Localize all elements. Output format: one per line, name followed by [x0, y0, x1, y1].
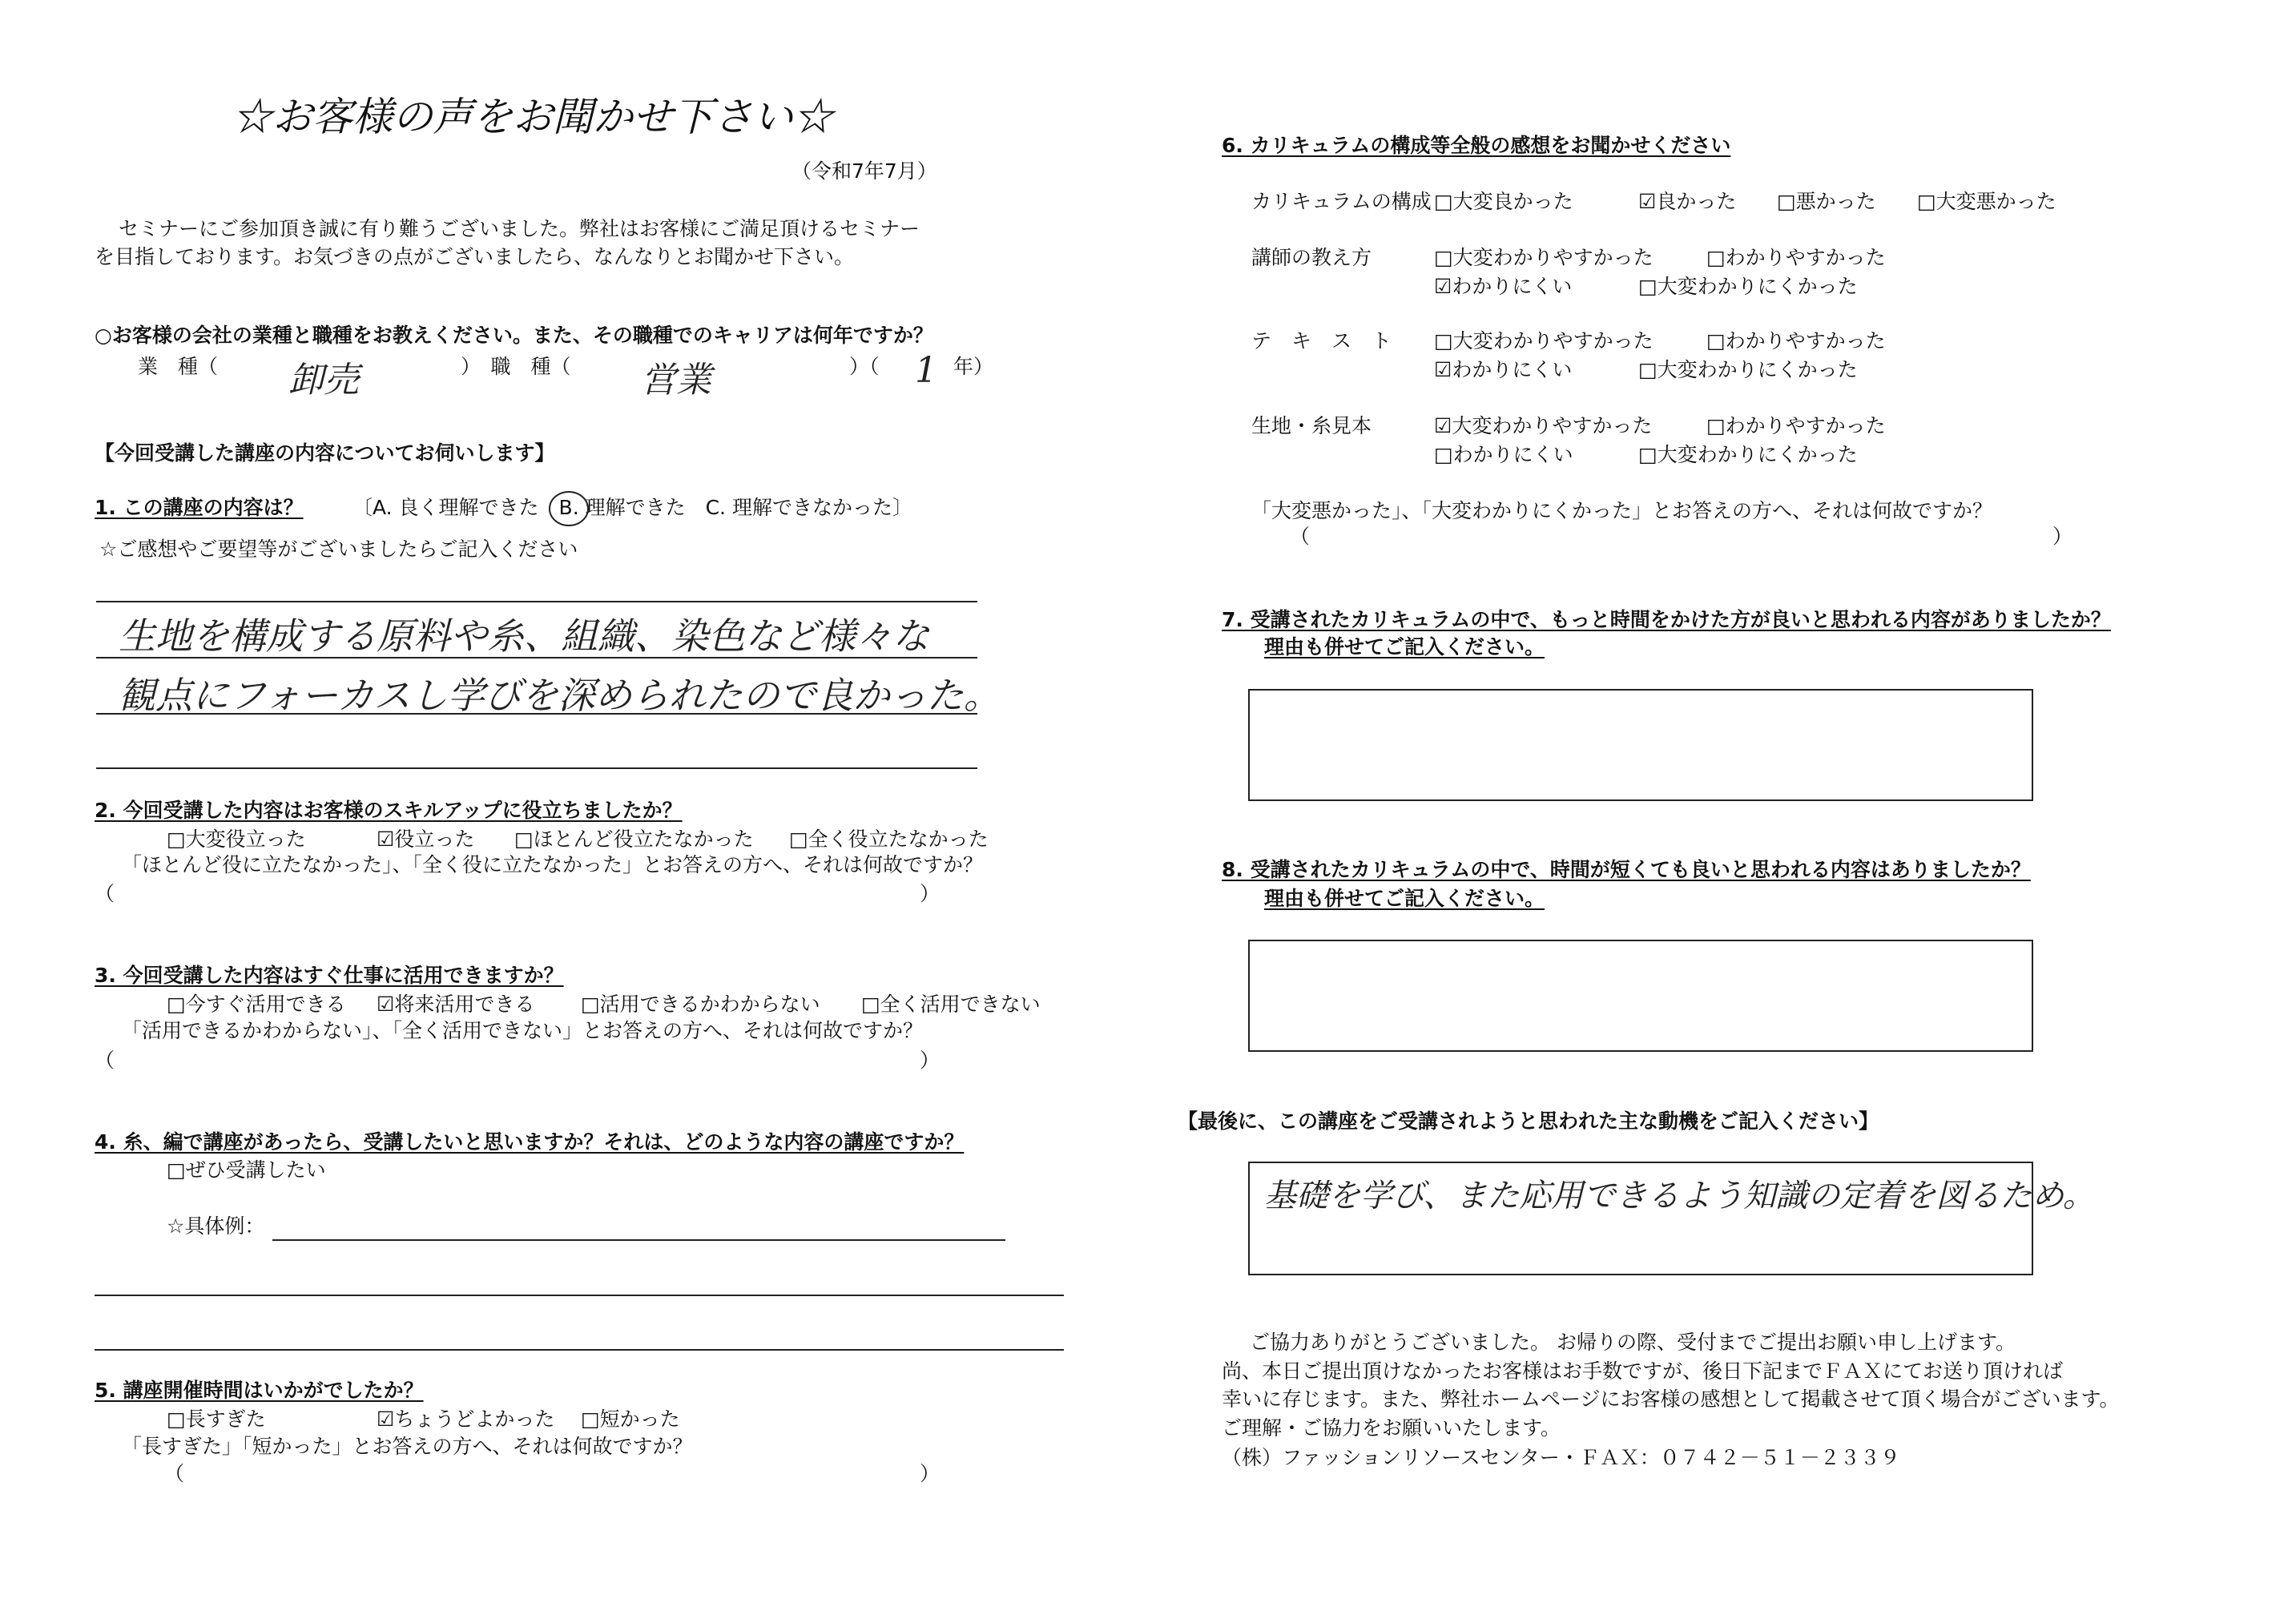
final-label: 【最後に、この講座をご受講されようと思われた主な動機をご記入ください】: [1178, 1110, 1879, 1133]
q6-row-samples-name: 生地・糸見本: [1251, 414, 1372, 437]
q3-option-4[interactable]: □全く活用できない: [861, 993, 1041, 1016]
q6-row-teaching-name: 講師の教え方: [1251, 246, 1372, 269]
q6-row-samples-opt-4[interactable]: □大変わかりにくかった: [1638, 443, 1858, 466]
q6-row-text-opt-1[interactable]: □大変わかりやすかった: [1434, 329, 1654, 352]
industry-label: 業 種（: [138, 355, 219, 378]
q8-sub: 理由も併せてご記入ください。: [1264, 887, 1545, 910]
q7-sub: 理由も併せてご記入ください。: [1264, 635, 1545, 658]
q5-label: 5. 講座開催時間はいかがでしたか？: [95, 1379, 424, 1402]
q1-choices: 〔A. 良く理解できた B. 理解できた C. 理解できなかった〕: [352, 496, 912, 519]
years-close: 年）: [953, 355, 994, 378]
q6-row-teaching-opt-3[interactable]: ☑わかりにくい: [1434, 275, 1573, 298]
q4-line-2: [95, 1349, 1064, 1351]
q8-answer-box[interactable]: [1248, 940, 2033, 1052]
section-header: 【今回受講した講座の内容についてお伺いします】: [95, 441, 555, 465]
years-open: ）（: [849, 355, 880, 378]
q4-label: 4. 糸、編で講座があったら、受講したいと思いますか？それは、どのような内容の講座ですか？: [95, 1130, 965, 1154]
q3-option-3[interactable]: □活用できるかわからない: [581, 993, 820, 1016]
q6-row-samples-opt-1[interactable]: ☑大変わかりやすかった: [1434, 414, 1653, 437]
q4-line-1: [95, 1295, 1064, 1296]
q1-line-2: [96, 657, 977, 658]
q6-label: 6. カリキュラムの構成等全般の感想をお聞かせください: [1222, 134, 1731, 157]
q7-label: 7. 受講されたカリキュラムの中で、もっと時間をかけた方が良いと思われる内容がありましたか？: [1222, 608, 2111, 631]
q6-row-samples-opt-2[interactable]: □わかりやすかった: [1706, 414, 1886, 437]
q1-answer-line-2: 観点にフォーカスし学びを深められたので良かった。: [119, 674, 1001, 717]
intro-line-1: セミナーにご参加頂き誠に有り難うございました。弊社はお客様にご満足頂けるセミナー: [119, 217, 920, 240]
q2-option-3[interactable]: □ほとんど役立たなかった: [514, 828, 754, 851]
issue-date: （令和7年7月）: [792, 159, 937, 183]
final-answer: 基礎を学び、また応用できるよう知識の定着を図るため。: [1264, 1178, 2095, 1214]
q4-example-line[interactable]: [272, 1239, 1005, 1241]
q6-row-curriculum-opt-2[interactable]: ☑良かった: [1638, 190, 1737, 213]
q1-comment-prompt: ☆ご感想やご要望等がございましたらご記入ください: [99, 538, 578, 561]
q2-followup: 「ほとんど役に立たなかった」、「全く役に立たなかった」とお答えの方へ、それは何故ですか？: [122, 853, 984, 876]
role-label: ） 職 種（: [461, 355, 571, 378]
q3-option-2[interactable]: ☑将来活用できる: [377, 993, 535, 1016]
q6-row-text-name: テ キ ス ト: [1251, 329, 1392, 352]
q1-label: 1. この講座の内容は？: [95, 496, 304, 519]
q2-paren-open: （: [95, 882, 115, 905]
q6-row-text-opt-4[interactable]: □大変わかりにくかった: [1638, 358, 1858, 381]
q1-line-3: [96, 713, 977, 715]
q2-option-4[interactable]: □全く役立たなかった: [789, 828, 989, 851]
q5-option-3[interactable]: □短かった: [581, 1408, 680, 1431]
q6-row-curriculum-name: カリキュラムの構成: [1251, 190, 1432, 213]
closing-line-3: 幸いに存じます。また、弊社ホームページにお客様の感想として掲載させて頂く場合がございます。: [1222, 1387, 2120, 1411]
q3-label: 3. 今回受講した内容はすぐ仕事に活用できますか？: [95, 964, 564, 987]
q1-line-1: [96, 601, 977, 602]
q6-row-text-opt-2[interactable]: □わかりやすかった: [1706, 329, 1886, 352]
q6-followup: 「大変悪かった」、「大変わかりにくかった」とお答えの方へ、それは何故ですか？: [1251, 499, 1993, 522]
q5-followup: 「長すぎた」「短かった」とお答えの方へ、それは何故ですか？: [122, 1435, 693, 1458]
q6-row-curriculum-opt-4[interactable]: □大変悪かった: [1917, 190, 2056, 213]
q6-row-curriculum-opt-3[interactable]: □悪かった: [1777, 190, 1876, 213]
closing-line-2: 尚、本日ご提出頂けなかったお客様はお手数ですが、後日下記までＦＡＸにてお送り頂ければ: [1222, 1359, 2064, 1383]
closing-line-4: ご理解・ご協力をお願いいたします。: [1222, 1416, 1561, 1440]
page-title: ☆お客様の声をお聞かせ下さい☆: [232, 94, 833, 140]
industry-value: 卸売: [288, 360, 359, 401]
q3-option-1[interactable]: □今すぐ活用できる: [167, 993, 346, 1016]
q6-row-curriculum-opt-1[interactable]: □大変良かった: [1434, 190, 1573, 213]
q1-answer-line-1: 生地を構成する原料や糸、組織、染色など様々な: [119, 614, 929, 658]
q2-option-2[interactable]: ☑役立った: [377, 828, 475, 851]
intro-line-2: を目指しております。お気づきの点がございましたら、なんなりとお聞かせ下さい。: [95, 245, 855, 268]
q2-option-1[interactable]: □大変役立った: [167, 828, 306, 851]
closing-contact: （株）ファッションリソースセンター・ＦＡＸ：０７４２－５１－２３３９: [1222, 1446, 1900, 1469]
q6-row-teaching-opt-4[interactable]: □大変わかりにくかった: [1638, 275, 1858, 298]
q3-paren-open: （: [95, 1049, 115, 1072]
years-value: 1: [915, 350, 937, 391]
q1-choice-b-circle: [546, 489, 591, 529]
q5-paren-close: ）: [920, 1462, 941, 1485]
q5-option-1[interactable]: □長すぎた: [167, 1408, 266, 1431]
q6-paren-close: ）: [2052, 525, 2073, 548]
role-value: 営業: [641, 360, 711, 401]
q6-paren-open: （: [1290, 525, 1311, 548]
q7-answer-box[interactable]: [1248, 689, 2033, 801]
q3-paren-close: ）: [920, 1049, 941, 1072]
q6-row-teaching-opt-2[interactable]: □わかりやすかった: [1706, 246, 1886, 269]
q4-option[interactable]: □ぜひ受講したい: [167, 1158, 326, 1182]
q4-example-label: ☆具体例：: [167, 1214, 265, 1238]
q8-label: 8. 受講されたカリキュラムの中で、時間が短くても良いと思われる内容はありましたか？: [1222, 858, 2031, 881]
q6-row-text-opt-3[interactable]: ☑わかりにくい: [1434, 358, 1573, 381]
q1-line-4: [96, 767, 977, 769]
q2-label: 2. 今回受講した内容はお客様のスキルアップに役立ちましたか？: [95, 799, 683, 822]
career-question: ○お客様の会社の業種と職種をお教えください。また、その職種でのキャリアは何年ですか？: [95, 324, 933, 347]
q6-row-samples-opt-3[interactable]: □わかりにくい: [1434, 443, 1573, 466]
q5-paren-open: （: [164, 1462, 185, 1485]
q3-followup: 「活用できるかわからない」、「全く活用できない」とお答えの方へ、それは何故ですか？: [122, 1019, 924, 1042]
q5-option-2[interactable]: ☑ちょうどよかった: [377, 1408, 555, 1431]
q2-paren-close: ）: [920, 882, 941, 905]
closing-line-1: ご協力ありがとうございました。 お帰りの際、受付までご提出お願い申し上げます。: [1250, 1331, 2016, 1354]
q6-row-teaching-opt-1[interactable]: □大変わかりやすかった: [1434, 246, 1654, 269]
